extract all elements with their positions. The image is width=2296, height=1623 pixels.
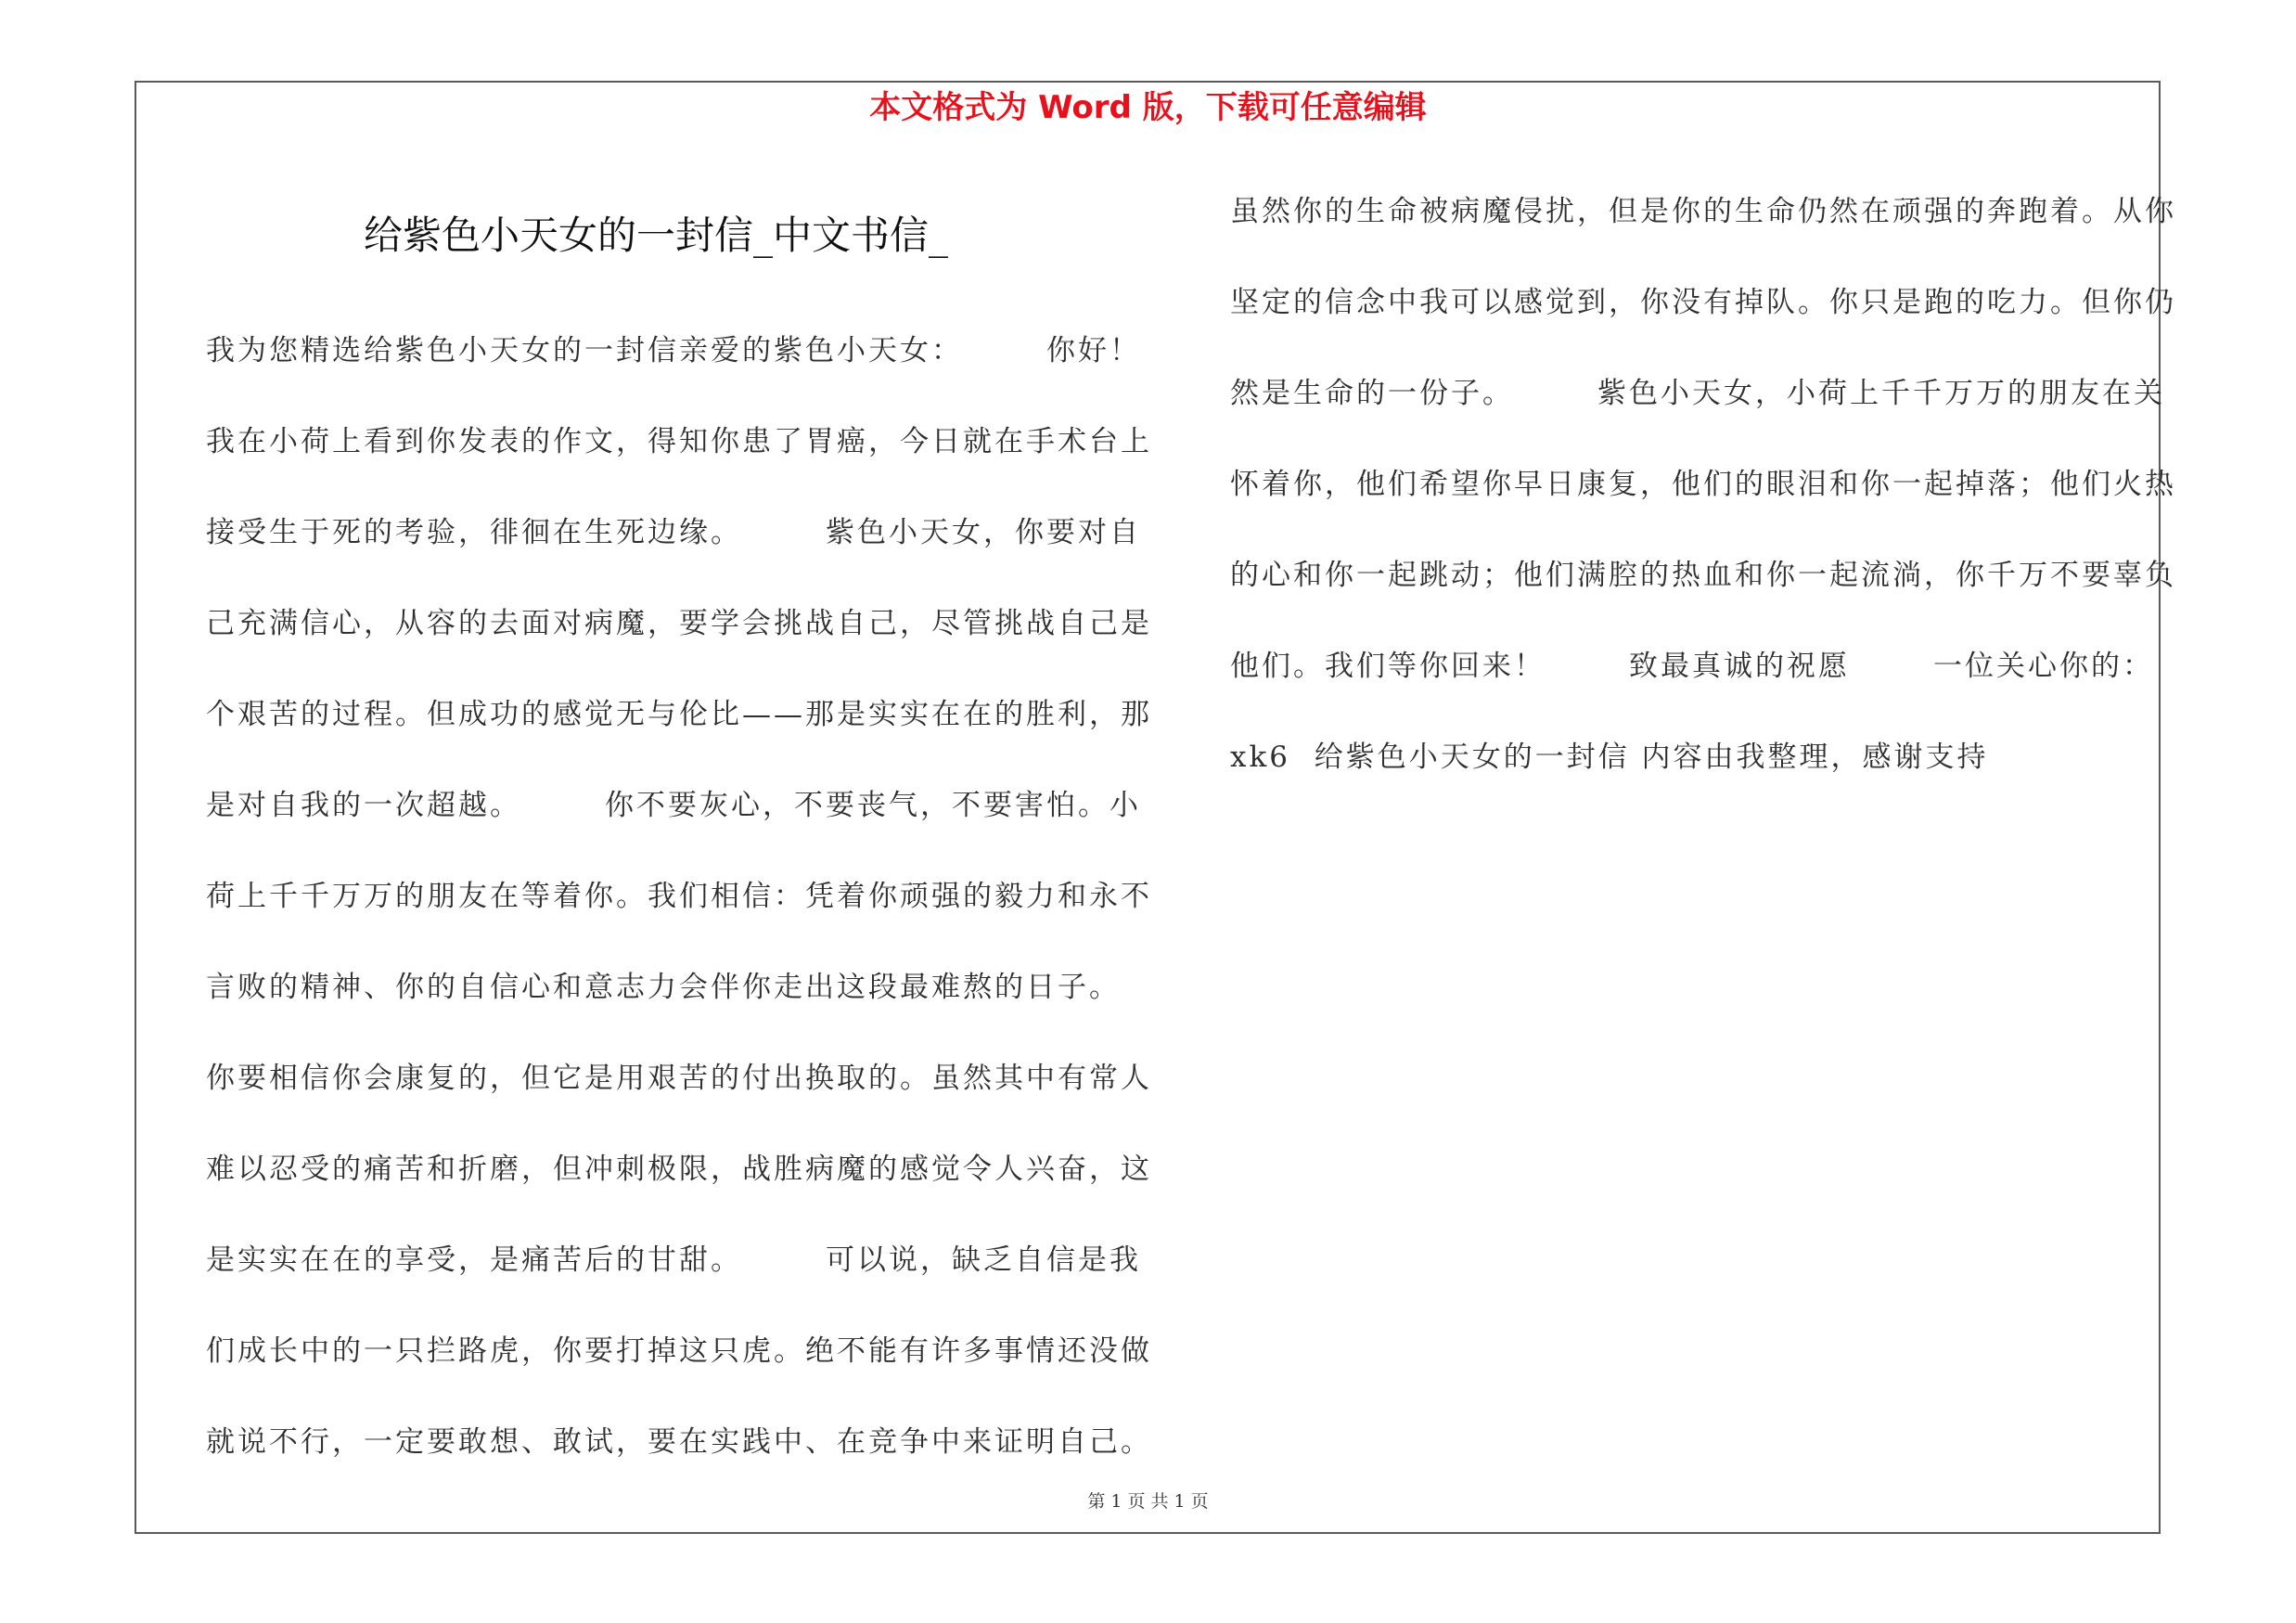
text-line: 我为您精选给紫色小天女的一封信亲爱的紫色小天女： 你好！ xyxy=(206,334,1141,367)
text-line: 怀着你，他们希望你早日康复，他们的眼泪和你一起掉落；他们火热 xyxy=(1230,468,2176,501)
text-line: 己充满信心，从容的去面对病魔，要学会挑战自己，尽管挑战自己是 xyxy=(206,607,1152,640)
text-line: 我在小荷上看到你发表的作文，得知你患了胃癌，今日就在手术台上 xyxy=(206,425,1152,458)
text-line: 接受生于死的考验，徘徊在生死边缘。 紫色小天女，你要对自 xyxy=(206,516,1141,549)
text-line: 们成长中的一只拦路虎，你要打掉这只虎。绝不能有许多事情还没做 xyxy=(206,1334,1152,1368)
text-line: 虽然你的生命被病魔侵扰，但是你的生命仍然在顽强的奔跑着。从你 xyxy=(1230,195,2176,228)
text-line: 他们。我们等你回来！ 致最真诚的祝愿 一位关心你的： xyxy=(1230,650,2154,683)
text-line: 难以忍受的痛苦和折磨，但冲刺极限，战胜病魔的感觉令人兴奋，这 xyxy=(206,1153,1152,1186)
text-line: 荷上千千万万的朋友在等着你。我们相信：凭着你顽强的毅力和永不 xyxy=(206,880,1152,913)
text-line: 是对自我的一次超越。 你不要灰心，不要丧气，不要害怕。小 xyxy=(206,789,1141,822)
text-line: 就说不行，一定要敢想、敢试，要在实践中、在竞争中来证明自己。 xyxy=(206,1425,1152,1459)
text-line: 的心和你一起跳动；他们满腔的热血和你一起流淌，你千万不要辜负 xyxy=(1230,559,2176,592)
text-line: 然是生命的一份子。 紫色小天女，小荷上千千万万的朋友在关 xyxy=(1230,377,2165,410)
document-title: 给紫色小天女的一封信_中文书信_ xyxy=(363,213,948,258)
text-line: 坚定的信念中我可以感觉到，你没有掉队。你只是跑的吃力。但你仍 xyxy=(1230,286,2176,319)
format-banner: 本文格式为 Word 版，下载可任意编辑 xyxy=(869,89,1427,126)
text-line: xk6 给紫色小天女的一封信 内容由我整理，感谢支持 xyxy=(1230,741,1989,774)
text-line: 言败的精神、你的自信心和意志力会伴你走出这段最难熬的日子。 xyxy=(206,971,1121,1004)
page-number: 第 1 页 共 1 页 xyxy=(1087,1491,1209,1512)
text-line: 是实实在在的享受，是痛苦后的甘甜。 可以说，缺乏自信是我 xyxy=(206,1243,1141,1277)
text-line: 个艰苦的过程。但成功的感觉无与伦比——那是实实在在的胜利，那 xyxy=(206,698,1152,731)
text-line: 你要相信你会康复的，但它是用艰苦的付出换取的。虽然其中有常人 xyxy=(206,1062,1152,1095)
